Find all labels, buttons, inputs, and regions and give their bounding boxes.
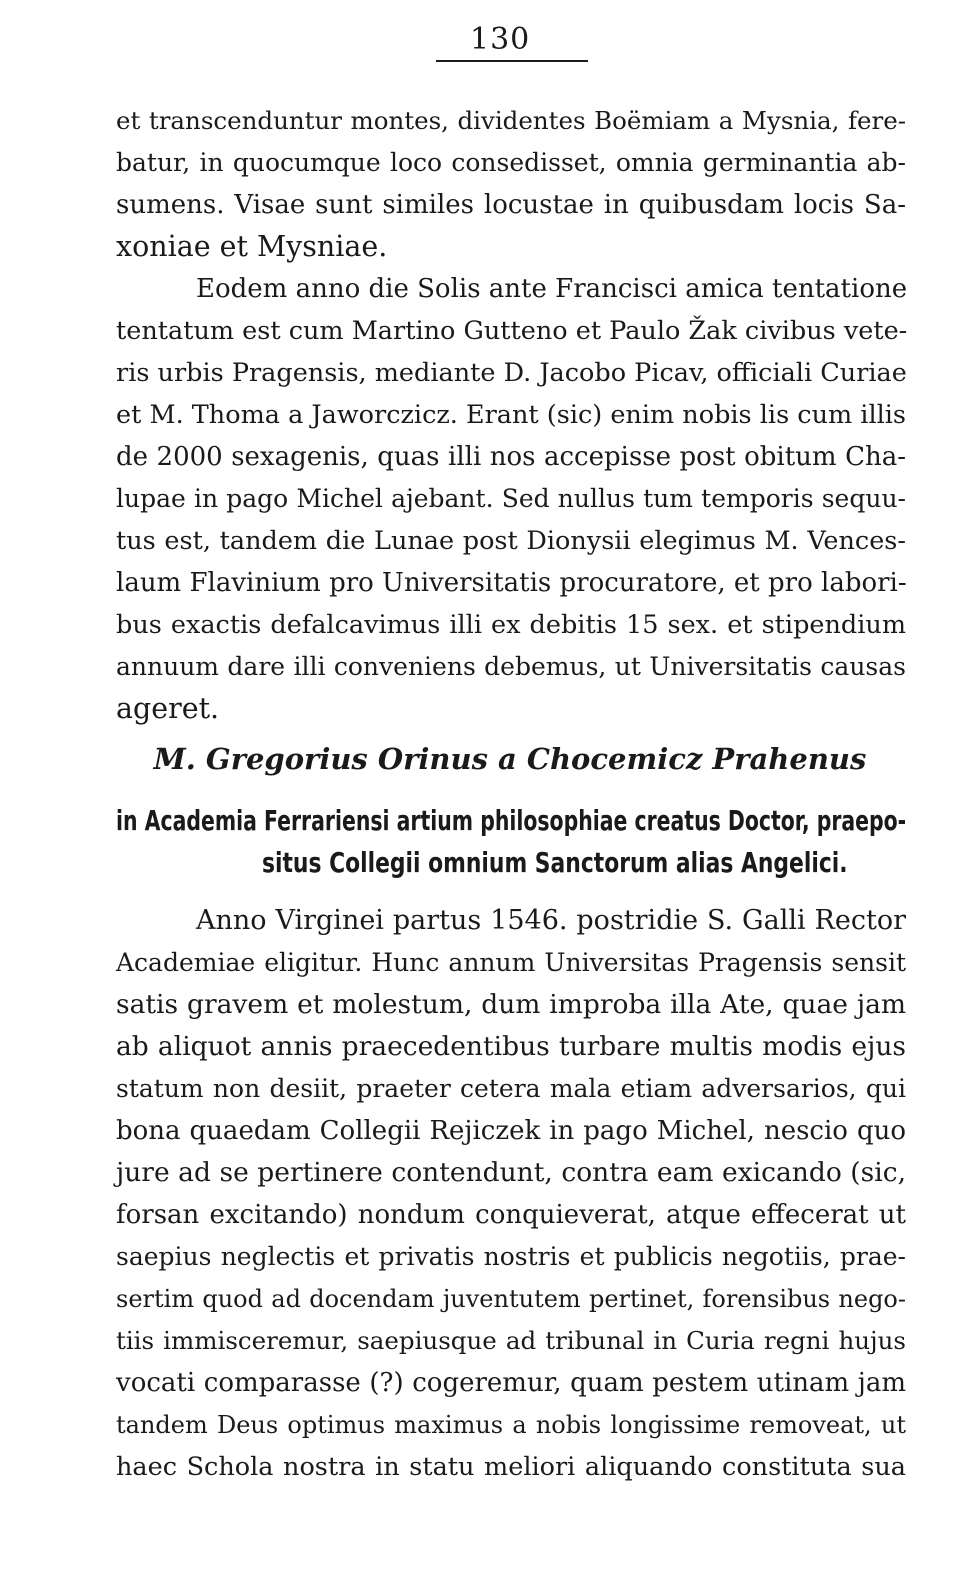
text-line: bona quaedam Collegii Rejiczek in pago Michel, nescio quo bbox=[116, 1116, 906, 1146]
text-line: ab aliquot annis praecedentibus turbare multis modis ejus bbox=[116, 1031, 906, 1062]
text-line: jure ad se pertinere contendunt, contra eam exicando (sic, bbox=[116, 1157, 906, 1188]
text-line: tentatum est cum Martino Gutteno et Paulo Žak civibus vete- bbox=[116, 316, 908, 346]
text-line: et transcenduntur montes, dividentes Boëmiam a Mysnia, fere- bbox=[116, 106, 906, 135]
text-line: et M. Thoma a Jaworczicz. Erant (sic) enim nobis lis cum illis bbox=[116, 400, 906, 430]
text-line: de 2000 sexagenis, quas illi nos accepisse post obitum Cha- bbox=[116, 442, 906, 472]
page-number-rule bbox=[436, 60, 588, 62]
text-line: saepius neglectis et privatis nostris et publicis negotiis, prae- bbox=[116, 1242, 906, 1271]
section-heading: M. Gregorius Orinus a Chocemicz Prahenus bbox=[153, 742, 867, 776]
text-line: ageret. bbox=[116, 692, 220, 725]
text-line: ris urbis Pragensis, mediante D. Jacobo Picav, officiali Curiae bbox=[116, 358, 907, 388]
text-line: Academiae eligitur. Hunc annum Universitas Pragensis sensit bbox=[116, 948, 906, 977]
text-line: Anno Virginei partus 1546. postridie S. Galli Rector bbox=[196, 905, 906, 936]
text-line: forsan excitando) nondum conquieverat, atque effecerat ut bbox=[116, 1200, 906, 1230]
text-line: sertim quod ad docendam juventutem pertinet, forensibus nego- bbox=[116, 1285, 906, 1313]
text-line: sumens. Visae sunt similes locustae in quibusdam locis Sa- bbox=[116, 190, 906, 220]
text-line: tiis immisceremur, saepiusque ad tribunal in Curia regni hujus bbox=[116, 1326, 906, 1355]
text-line: haec Schola nostra in statu meliori aliquando constituta sua bbox=[116, 1452, 906, 1482]
text-line: annuum dare illi conveniens debemus, ut Universitatis causas bbox=[116, 652, 906, 681]
text-line: tus est, tandem die Lunae post Dionysii elegimus M. Vences- bbox=[116, 526, 906, 556]
text-line: tandem Deus optimus maximus a nobis longissime removeat, ut bbox=[116, 1411, 906, 1439]
text-line: satis gravem et molestum, dum improba illa Ate, quae jam bbox=[116, 989, 906, 1020]
text-line: laum Flavinium pro Universitatis procuratore, et pro labori- bbox=[116, 568, 907, 598]
text-line: xoniae et Mysniae. bbox=[116, 230, 388, 263]
text-line: batur, in quocumque loco consedisset, omnia germinantia ab- bbox=[116, 148, 906, 177]
page-number: 130 bbox=[470, 22, 531, 57]
text-line: statum non desiit, praeter cetera mala etiam adversarios, qui bbox=[116, 1074, 906, 1103]
section-subtitle: in Academia Ferrariensi artium philosophiae creatus Doctor, praepo- bbox=[116, 804, 907, 837]
text-line: vocati comparasse (?) cogeremur, quam pestem utinam jam bbox=[116, 1368, 906, 1398]
text-line: lupae in pago Michel ajebant. Sed nullus tum temporis sequu- bbox=[116, 484, 906, 513]
section-subtitle: situs Collegii omnium Sanctorum alias Angelici. bbox=[262, 846, 848, 879]
text-line: Eodem anno die Solis ante Francisci amica tentatione bbox=[196, 274, 908, 304]
text-line: bus exactis defalcavimus illi ex debitis 15 sex. et stipendium bbox=[116, 610, 906, 640]
